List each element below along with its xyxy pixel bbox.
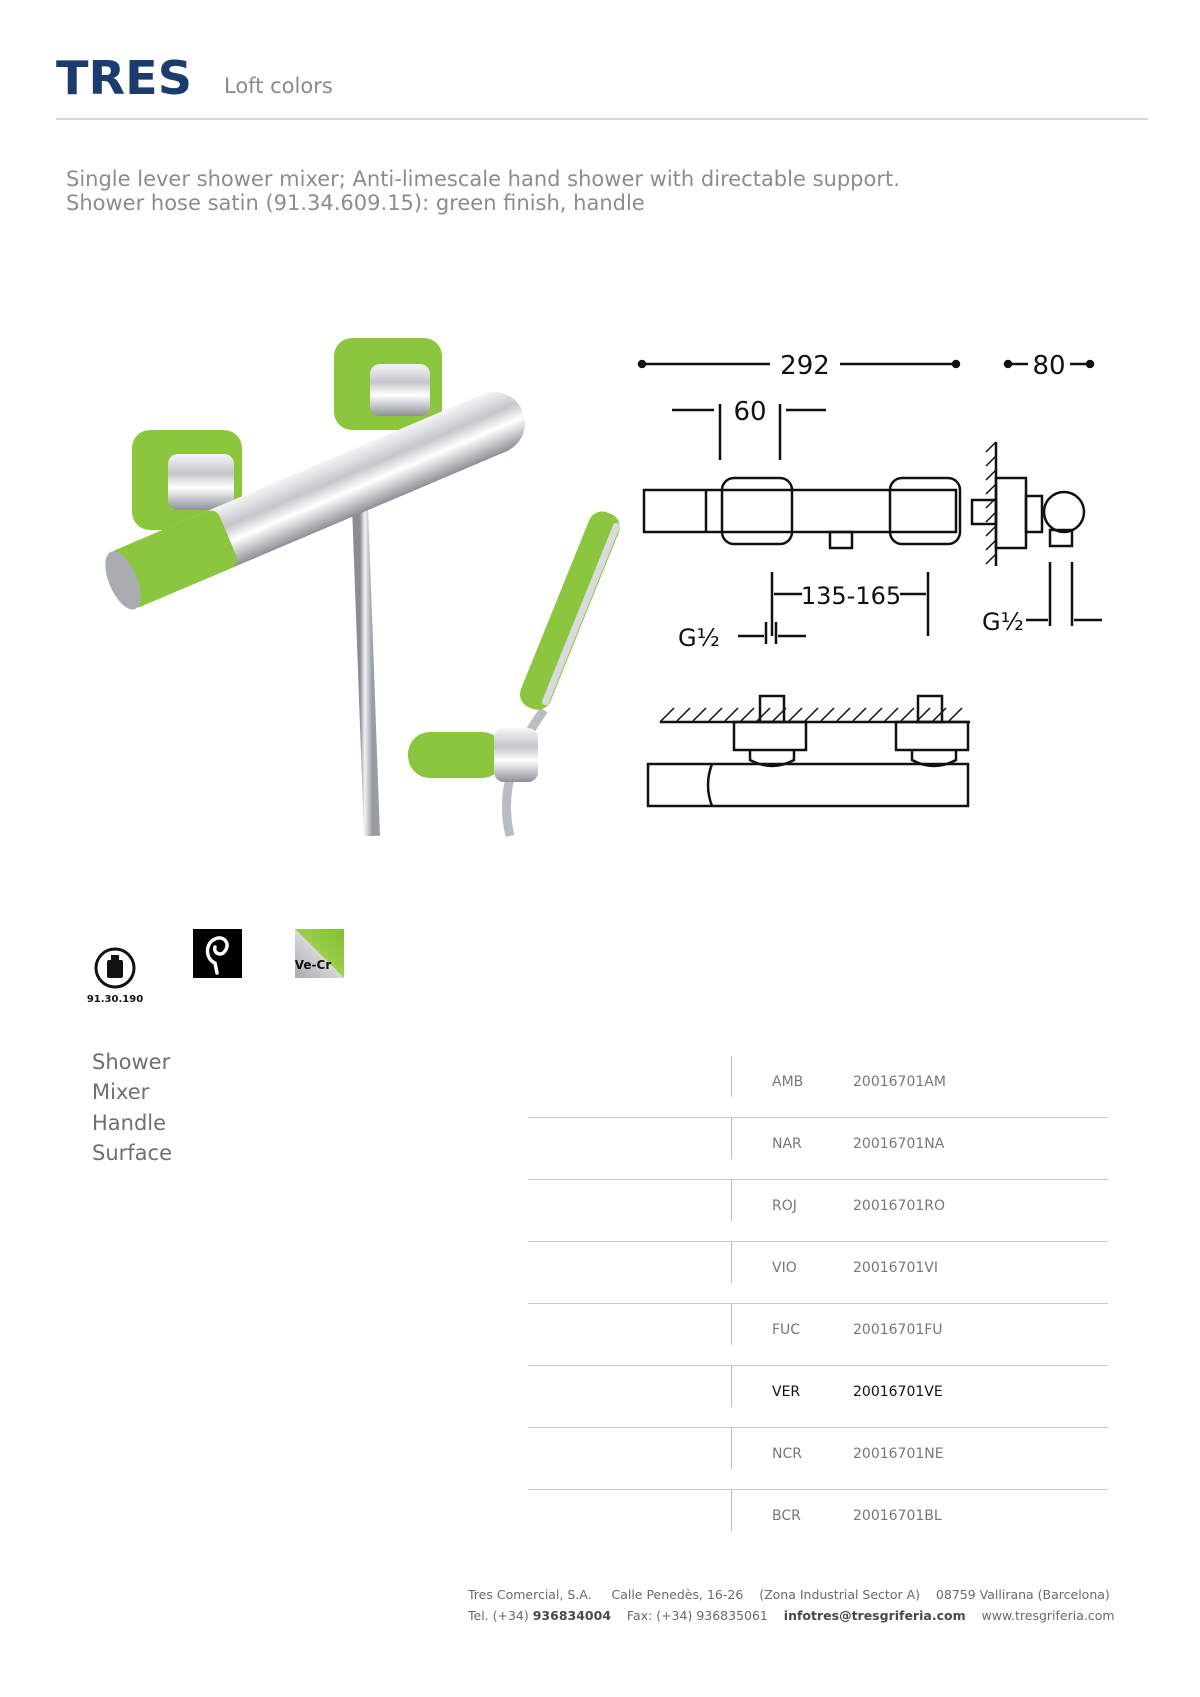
footer-web[interactable]: www.tresgriferia.com: [981, 1608, 1115, 1623]
color-code: NCR: [772, 1446, 802, 1462]
thread-side: G½: [982, 608, 1024, 636]
product-code: 20016701NA: [853, 1136, 945, 1152]
code-row: [528, 1428, 1108, 1490]
top-view-body: [648, 764, 968, 806]
footer-city: 08759 Vallirana (Barcelona): [935, 1587, 1110, 1602]
tres-logo: [56, 51, 192, 105]
logo-text: TRES: [56, 51, 192, 105]
dim-dot: [1005, 361, 1011, 367]
front-view-plate-right: [890, 478, 960, 544]
dim-depth: 80: [1032, 351, 1066, 381]
product-codes-table: [528, 1056, 1108, 1551]
side-view-plate: [996, 478, 1026, 548]
front-view-plate-left: [722, 478, 792, 544]
product-code: 20016701FU: [853, 1322, 943, 1338]
shower-hose: [360, 506, 372, 836]
color-code: VIO: [772, 1260, 797, 1276]
product-code: 20016701RO: [853, 1198, 946, 1214]
top-view-plate-right: [896, 722, 968, 750]
code-row: [528, 1056, 1108, 1118]
row-separator: [731, 1056, 732, 1097]
code-row: [528, 1242, 1108, 1304]
hose-icon: [193, 929, 242, 978]
side-view-nut: [1026, 496, 1042, 532]
row-separator: [731, 1428, 732, 1469]
footer-tel: 936834004: [532, 1608, 612, 1623]
connector-right: [370, 364, 430, 416]
code-row: [528, 1180, 1108, 1242]
thread-bottom: G½: [678, 624, 720, 652]
top-view-handle-split: [708, 764, 712, 806]
header-divider: [56, 118, 1148, 120]
feature-label: Surface: [92, 1141, 173, 1165]
footer-zone: (Zona Industrial Sector A): [759, 1587, 921, 1602]
page-subtitle: Loft colors: [224, 74, 333, 98]
row-separator: [731, 1242, 732, 1283]
footer-address: [468, 1587, 1110, 1602]
technical-drawing: [630, 336, 1130, 846]
top-view-hatch: [660, 708, 962, 722]
connector-left: [168, 454, 234, 510]
color-code: AMB: [772, 1074, 804, 1090]
support-code-label: 91.30.190: [86, 994, 144, 1005]
code-row: [528, 1118, 1108, 1180]
color-code: ROJ: [772, 1198, 797, 1214]
footer-fax: Fax: (+34) 936835061: [626, 1608, 768, 1623]
row-separator: [731, 1304, 732, 1345]
holder-swivel: [494, 728, 538, 782]
description-line-2: Shower hose satin (91.34.609.15): green finish, handle: [66, 191, 645, 215]
product-code: 20016701AM: [853, 1074, 946, 1090]
feature-label: Shower: [92, 1050, 171, 1074]
product-code: 20016701BL: [853, 1508, 942, 1524]
row-separator: [731, 1180, 732, 1221]
color-code: FUC: [772, 1322, 801, 1338]
support-code-icon: [86, 946, 144, 1005]
footer-street: Calle Penedès, 16-26: [611, 1587, 744, 1602]
side-view-body: [1044, 492, 1084, 532]
feature-label: Handle: [92, 1111, 167, 1135]
dim-dot: [953, 361, 959, 367]
front-view-outlet: [830, 532, 852, 548]
product-code: 20016701VE: [853, 1384, 943, 1400]
row-separator: [731, 1118, 732, 1159]
row-separator: [731, 1366, 732, 1407]
code-row: [528, 1490, 1108, 1551]
row-separator: [731, 1490, 732, 1531]
footer-company: Tres Comercial, S.A.: [468, 1587, 592, 1602]
holder-knob: [408, 732, 504, 778]
color-code: VER: [772, 1384, 801, 1400]
dim-handle: 60: [733, 397, 767, 427]
front-view-body: [644, 490, 956, 532]
feature-label: Mixer: [92, 1080, 150, 1104]
finish-label: Ve-Cr: [294, 958, 332, 972]
footer-contact: [468, 1608, 1115, 1623]
description-line-1: Single lever shower mixer; Anti-limescale hand shower with directable support.: [66, 167, 900, 191]
dim-length: 292: [780, 351, 830, 381]
dim-centers: 135-165: [800, 582, 902, 610]
product-photo: [98, 326, 618, 836]
product-code: 20016701NE: [853, 1446, 944, 1462]
side-view-inlet: [972, 500, 996, 524]
finish-swatch-icon: [295, 929, 344, 978]
top-view-inlet-left: [760, 696, 784, 722]
color-code: BCR: [772, 1508, 801, 1524]
code-row-selected: [528, 1366, 1108, 1428]
product-code: 20016701VI: [853, 1260, 938, 1276]
color-code: NAR: [772, 1136, 802, 1152]
dim-dot: [639, 361, 645, 367]
side-view-hatch: [986, 442, 996, 564]
code-row: [528, 1304, 1108, 1366]
footer-tel-label: Tel. (+34): [468, 1608, 533, 1623]
dim-dot: [1087, 361, 1093, 367]
footer-email[interactable]: infotres@tresgriferia.com: [783, 1608, 966, 1623]
top-view-plate-left: [734, 722, 806, 750]
